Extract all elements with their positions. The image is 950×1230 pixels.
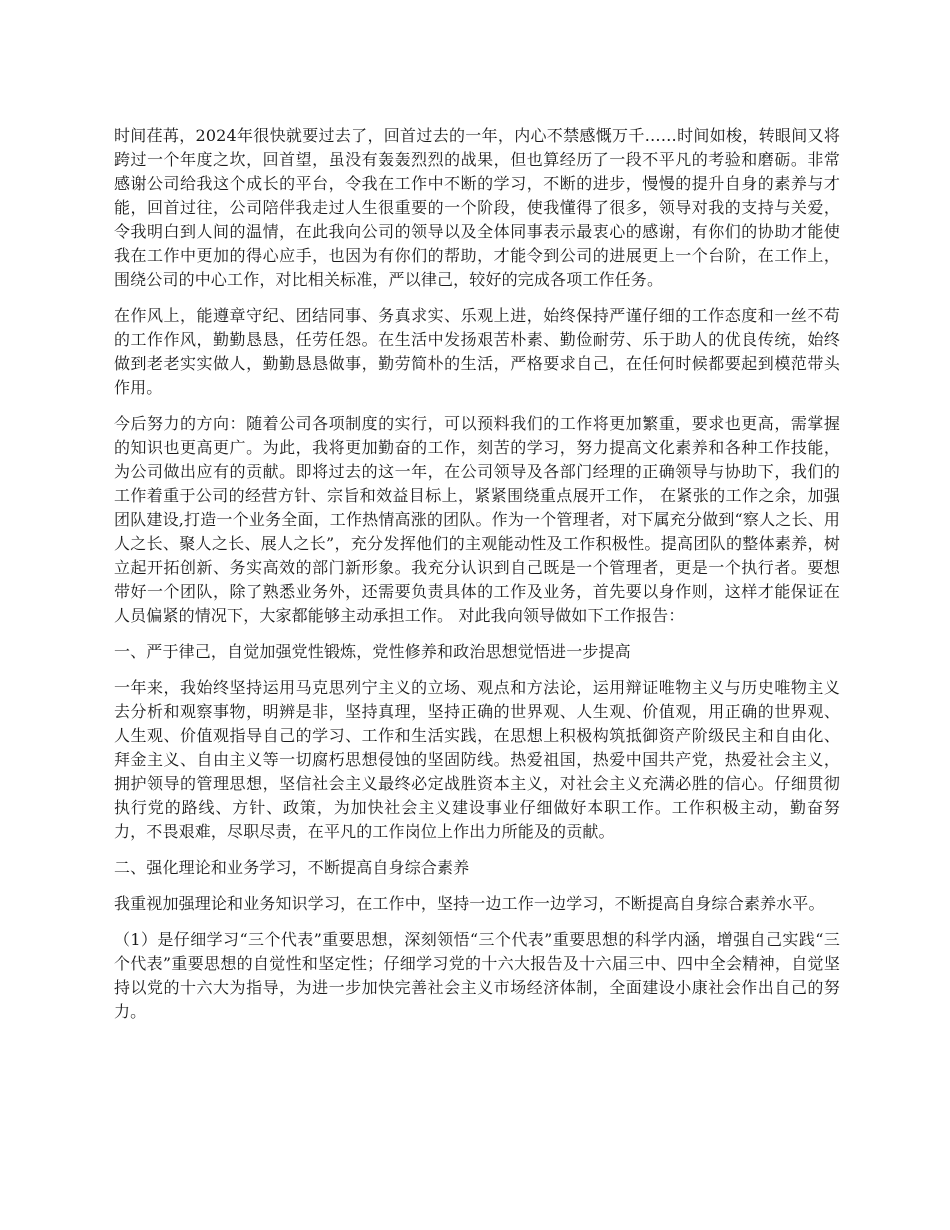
- paragraph-future-direction: 今后努力的方向：随着公司各项制度的实行，可以预料我们的工作将更加繁重，要求也更高，需掌握的知识也更高更广。为此，我将更加勤奋的工作，刻苦的学习，努力提高文化素养和各种工作技能，为公司做出应有的贡献。即将过去的这一年，在公司领导及各部门经理的正确领导与协助下，我们的工作着重于公司的经营方针、宗旨和效益目标上，紧紧围绕重点展开工作， 在紧张的工作之余，加强团队建设,打造一个业务全面，工作热情高涨的团队。作为一个管理者，对下属充分做到“察人之长、用人之长、聚人之长、展人之长”，充分发挥他们的主观能动性及工作积极性。提高团队的整体素养，树立起开拓创新、务实高效的部门新形象。我充分认识到自己既是一个管理者，更是一个执行者。要想带好一个团队，除了熟悉业务外，还需要负责具体的工作及业务，首先要以身作则，这样才能保证在人员偏紧的情况下，大家都能够主动承担工作。 对此我向领导做如下工作报告：: [114, 414, 840, 625]
- section-heading-1: 一、严于律己，自觉加强党性锻炼，党性修养和政治思想觉悟进一步提高: [114, 642, 631, 661]
- paragraph-work-style: 在作风上，能遵章守纪、团结同事、务真求实、乐观上进，始终保持严谨仔细的工作态度和一丝不苟的工作作风，勤勤恳恳，任劳任怨。在生活中发扬艰苦朴素、勤俭耐劳、乐于助人的优良传统，始终做到老老实实做人，勤勤恳恳做事，勤劳简朴的生活，严格要求自己，在任何时候都要起到模范带头作用。: [114, 306, 840, 397]
- paragraph-item-1: （1）是仔细学习“三个代表”重要思想，深刻领悟“三个代表”重要思想的科学内涵，增强自己实践“三个代表”重要思想的自觉性和坚定性；仔细学习党的十六大报告及十六届三中、四中全会精神，自觉坚持以党的十六大为指导，为进一步加快完善社会主义市场经济体制，全面建设小康社会作出自己的努力。: [114, 930, 840, 1021]
- section-heading-2: 二、强化理论和业务学习，不断提高自身综合素养: [114, 858, 470, 877]
- paragraph-section-2: 我重视加强理论和业务知识学习，在工作中，坚持一边工作一边学习，不断提高自身综合素养水平。: [114, 894, 825, 913]
- paragraph-intro: 时间荏苒，2024年很快就要过去了，回首过去的一年，内心不禁感慨万千……时间如梭，转眼间又将跨过一个年度之坎，回首望，虽没有轰轰烈烈的战果，但也算经历了一段不平凡的考验和磨砺。非常感谢公司给我这个成长的平台，令我在工作中不断的学习，不断的进步，慢慢的提升自身的素养与才能，回首过往，公司陪伴我走过人生很重要的一个阶段，使我懂得了很多，领导对我的支持与关爱，令我明白到人间的温情，在此我向公司的领导以及全体同事表示最衷心的感谢，有你们的协助才能使我在工作中更加的得心应手，也因为有你们的帮助，才能令到公司的进展更上一个台阶，在工作上，围绕公司的中心工作，对比相关标准，严以律己，较好的完成各项工作任务。: [114, 126, 840, 289]
- document-body: [114, 124, 840, 1036]
- paragraph-section-1: 一年来，我始终坚持运用马克思列宁主义的立场、观点和方法论，运用辩证唯物主义与历史唯物主义去分析和观察事物，明辨是非，坚持真理，坚持正确的世界观、人生观、价值观，用正确的世界观、人生观、价值观指导自己的学习、工作和生活实践，在思想上积极构筑抵御资产阶级民主和自由化、拜金主义、自由主义等一切腐朽思想侵蚀的坚固防线。热爱祖国，热爱中国共产党，热爱社会主义，拥护领导的管理思想，坚信社会主义最终必定战胜资本主义，对社会主义充满必胜的信心。仔细贯彻执行党的路线、方针、政策，为加快社会主义建设事业仔细做好本职工作。工作积极主动，勤奋努力，不畏艰难，尽职尽责，在平凡的工作岗位上作出力所能及的贡献。: [114, 678, 840, 841]
